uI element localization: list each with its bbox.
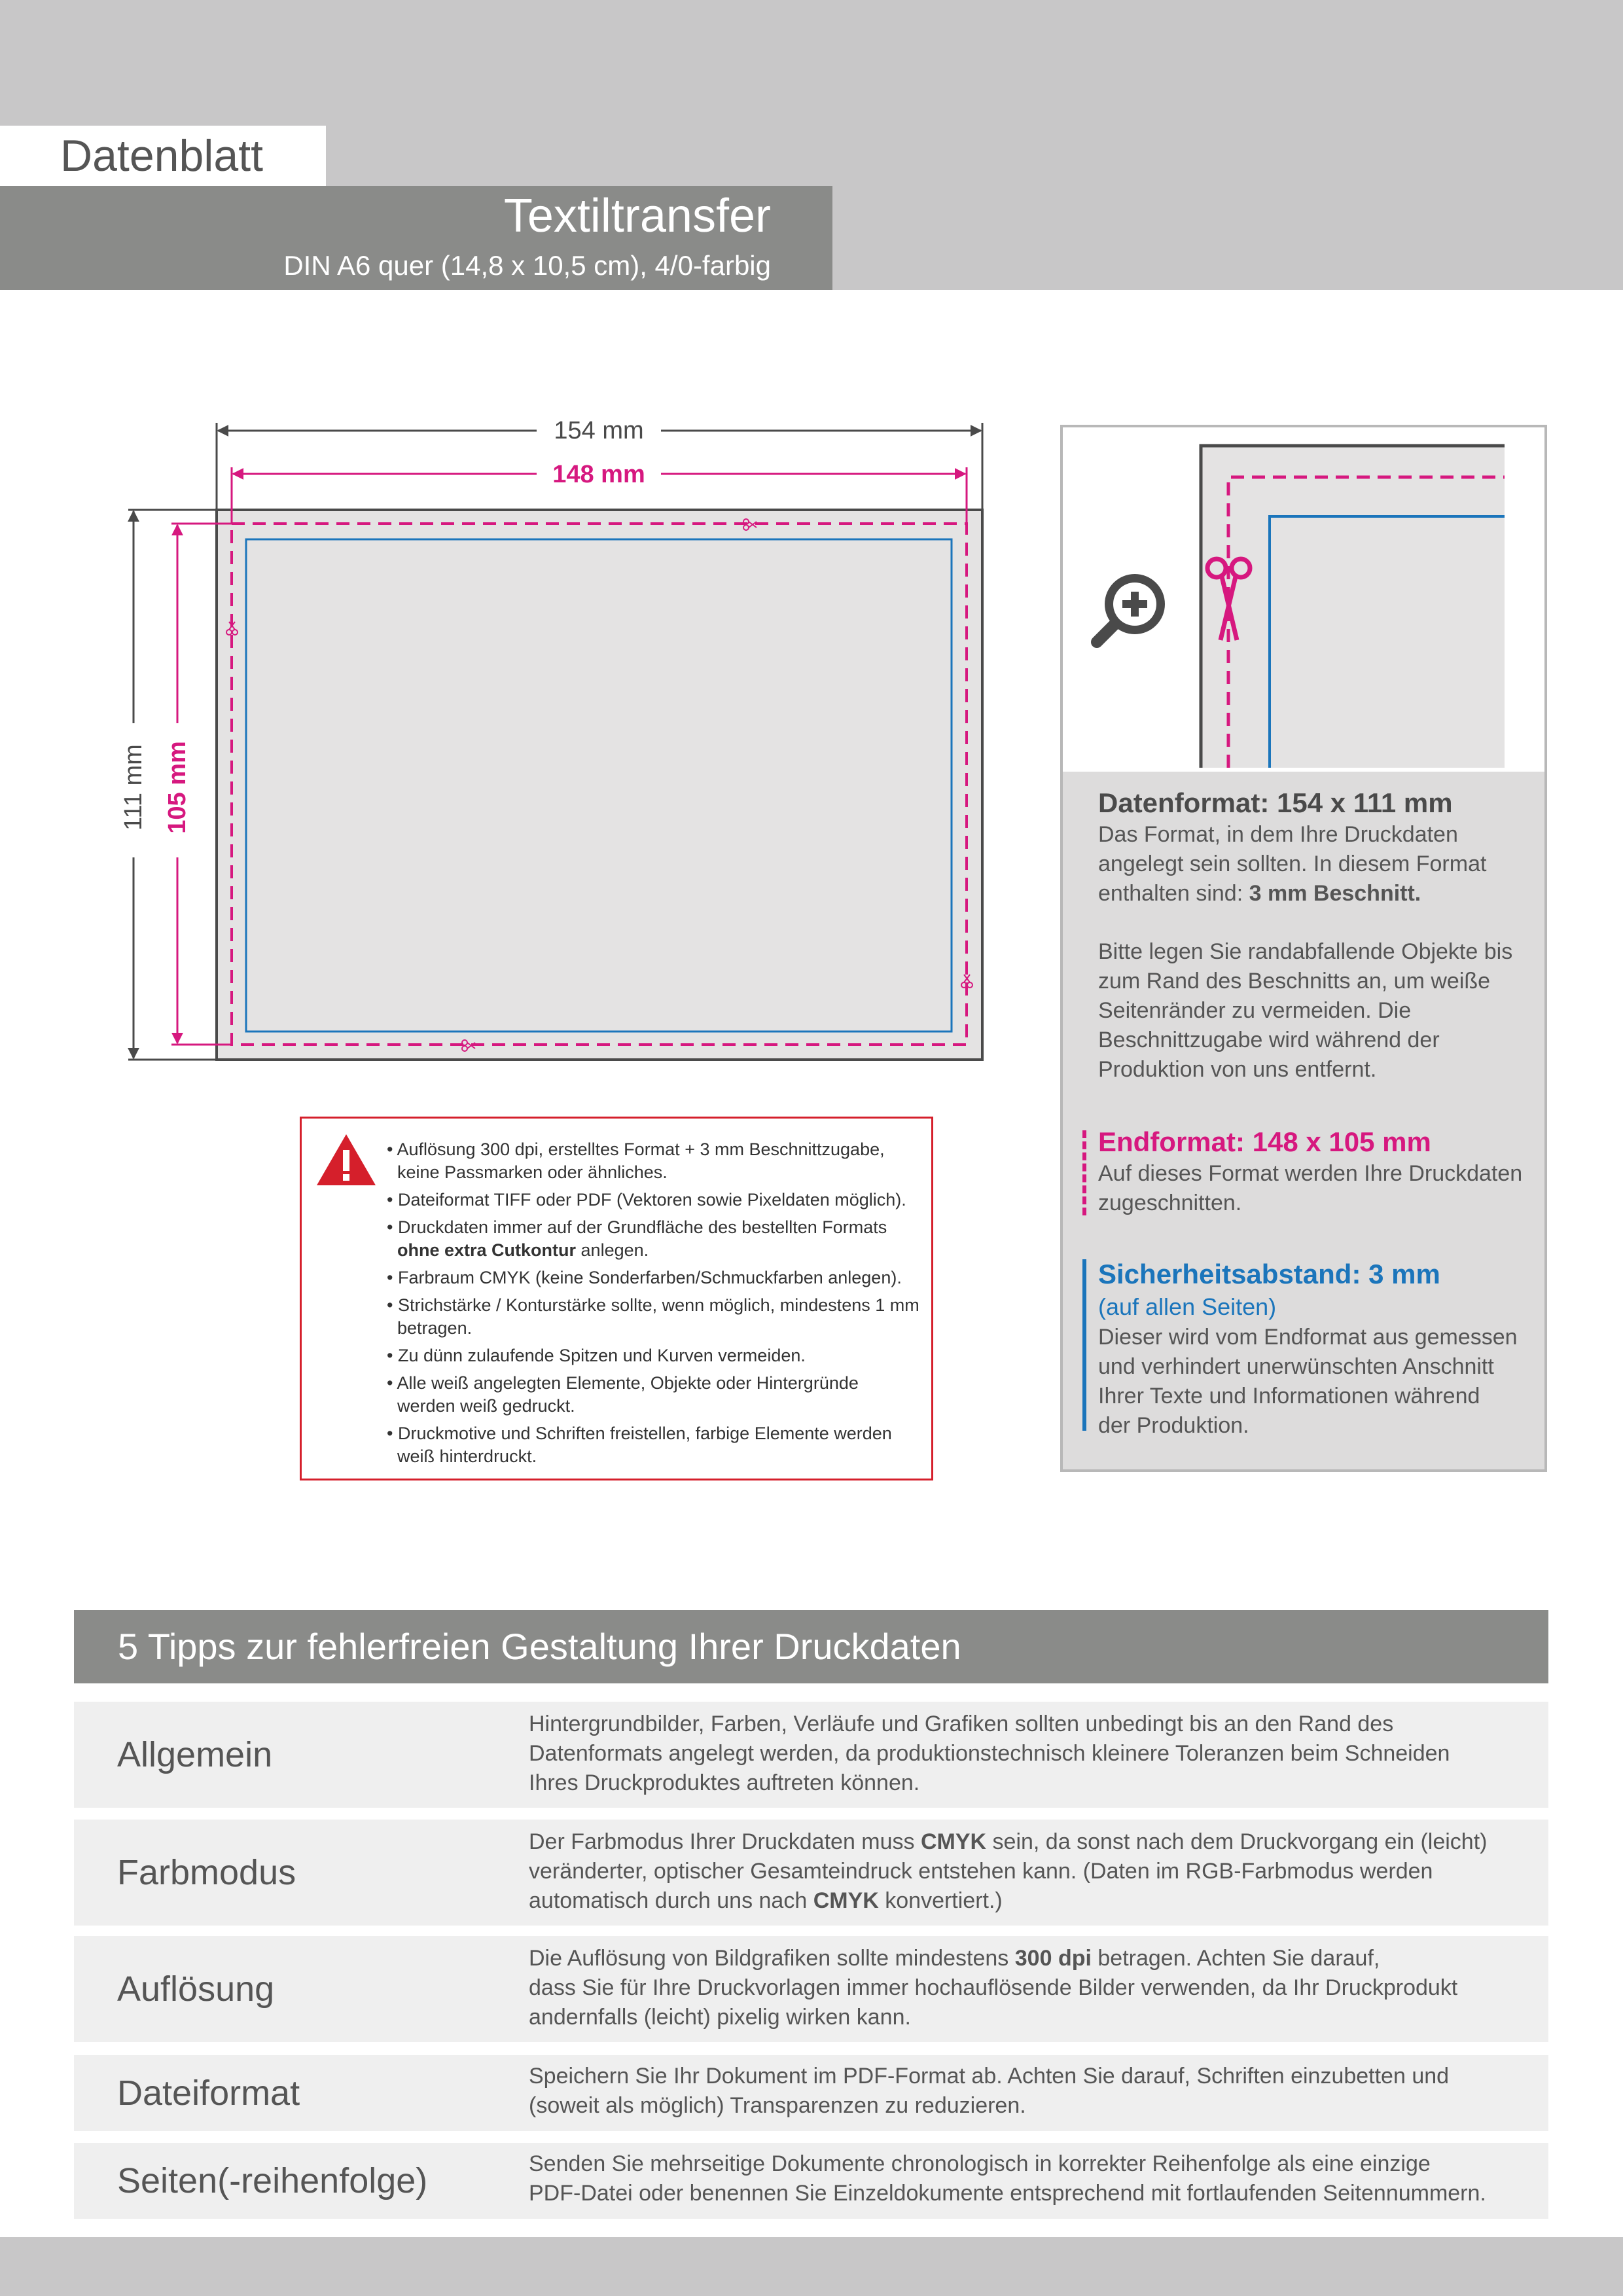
tip-line: Der Farbmodus Ihrer Druckdaten muss CMYK sein, da sonst nach dem Druckvorgang ein (leicht) xyxy=(529,1829,1488,1854)
tip-line: Ihres Druckproduktes auftreten können. xyxy=(529,1770,920,1795)
tip-label: Auflösung xyxy=(117,1969,275,2009)
height-inner-label: 105 mm xyxy=(164,741,191,834)
warning-item: • Zu dünn zulaufende Spitzen und Kurven vermeiden. xyxy=(387,1346,806,1365)
tip-line: dass Sie für Ihre Druckvorlagen immer hochauflösende Bilder verwenden, da Ihr Druckprodukt xyxy=(529,1975,1458,2000)
warning-item: • Alle weiß angelegten Elemente, Objekte oder Hintergründe werden weiß gedruckt. xyxy=(387,1373,859,1416)
width-inner-label: 148 mm xyxy=(552,461,645,488)
width-outer-label: 154 mm xyxy=(554,417,644,444)
sicherheit-text: Dieser wird vom Endformat aus gemessen und verhindert unerwünschten Anschnitt Ihrer Texte und Informationen während der Produktion. xyxy=(1098,1325,1518,1438)
tip-row-allgemein xyxy=(74,1702,1548,1808)
datenblatt-label: Datenblatt xyxy=(60,131,263,181)
tip-line: andernfalls (leicht) pixelig wirken kann. xyxy=(529,2005,911,2030)
tip-line: veränderter, optischer Gesamteindruck entstehen kann. (Daten im RGB-Farbmodus werden xyxy=(529,1859,1433,1884)
tip-row-dateiformat xyxy=(74,2055,1548,2131)
warning-list xyxy=(387,1138,923,1473)
datenformat-title: Datenformat: 154 x 111 mm xyxy=(1098,787,1453,818)
sicherheit-title: Sicherheitsabstand: 3 mm xyxy=(1098,1259,1440,1289)
sicherheit-marker xyxy=(1082,1259,1086,1431)
tip-line: automatisch durch uns nach CMYK konvertiert.) xyxy=(529,1888,1003,1913)
tip-row-aufloesung xyxy=(74,1936,1548,2042)
info-text-panel xyxy=(1063,772,1544,1469)
warning-item: • Druckmotive und Schriften freistellen, farbige Elemente werden weiß hinterdruckt. xyxy=(387,1424,892,1466)
tip-line: Senden Sie mehrseitige Dokumente chronologisch in korrekter Reihenfolge als eine einzige xyxy=(529,2151,1431,2176)
product-subtitle: DIN A6 quer (14,8 x 10,5 cm), 4/0-farbig xyxy=(283,250,771,281)
warning-item: • Farbraum CMYK (keine Sonderfarben/Schmuckfarben anlegen). xyxy=(387,1268,902,1287)
tip-row-seiten xyxy=(74,2143,1548,2219)
warning-item: • Auflösung 300 dpi, erstelltes Format + 3 mm Beschnittzugabe, keine Passmarken oder ähnliches. xyxy=(387,1139,885,1182)
tip-text xyxy=(529,2149,1524,2208)
product-title: Textiltransfer xyxy=(503,190,771,242)
tip-text xyxy=(529,1944,1524,2032)
warning-box xyxy=(300,1117,933,1480)
tip-label: Farbmodus xyxy=(117,1853,296,1892)
sicherheit-subtitle: (auf allen Seiten) xyxy=(1098,1293,1277,1320)
tip-row-farbmodus xyxy=(74,1820,1548,1926)
warning-item: • Dateiformat TIFF oder PDF (Vektoren sowie Pixeldaten möglich). xyxy=(387,1190,906,1210)
tip-line: (soweit als möglich) Transparenzen zu reduzieren. xyxy=(529,2093,1026,2118)
endformat-text: Auf dieses Format werden Ihre Druckdaten zugeschnitten. xyxy=(1098,1161,1523,1215)
endformat-title: Endformat: 148 x 105 mm xyxy=(1098,1126,1431,1157)
tip-text xyxy=(529,1827,1524,1916)
warning-item: • Druckdaten immer auf der Grundfläche des bestellten Formats ohne extra Cutkontur anlegen. xyxy=(387,1217,887,1260)
height-outer-label: 111 mm xyxy=(120,744,147,831)
warning-item: • Strichstärke / Konturstärke sollte, wenn möglich, mindestens 1 mm betragen. xyxy=(387,1295,919,1338)
tip-line: Speichern Sie Ihr Dokument im PDF-Format ab. Achten Sie darauf, Schriften einzubetten und xyxy=(529,2064,1450,2089)
warning-icon xyxy=(315,1132,378,1188)
tip-text xyxy=(529,2062,1524,2121)
datenformat-rect xyxy=(217,510,982,1060)
tip-line: Die Auflösung von Bildgrafiken sollte mindestens 300 dpi betragen. Achten Sie darauf, xyxy=(529,1946,1380,1971)
tip-line: PDF-Datei oder benennen Sie Einzeldokumente entsprechend mit fortlaufenden Seitennummern. xyxy=(529,2181,1486,2206)
tip-label: Dateiformat xyxy=(117,2073,300,2113)
tips-title: 5 Tipps zur fehlerfreien Gestaltung Ihrer Druckdaten xyxy=(118,1626,961,1667)
datenformat-text-2: Bitte legen Sie randabfallende Objekte bis zum Rand des Beschnitts an, um weiße Seitenränder zu vermeiden. Die Beschnittzugabe wird während der Produktion von uns entfernt. xyxy=(1098,939,1513,1082)
tip-label: Allgemein xyxy=(117,1735,273,1774)
tip-line: Hintergrundbilder, Farben, Verläufe und Grafiken sollten unbedingt bis an den Rand des xyxy=(529,1712,1394,1736)
zoom-detail xyxy=(1063,427,1544,772)
tip-line: Datenformats angelegt werden, da produktionstechnisch kleinere Toleranzen beim Schneiden xyxy=(529,1741,1450,1766)
tip-text xyxy=(529,1710,1524,1798)
format-diagram xyxy=(0,393,1021,1086)
endformat-marker xyxy=(1082,1130,1086,1215)
magnifier-plus-icon xyxy=(1097,574,1165,642)
datenformat-text: Das Format, in dem Ihre Druckdaten angelegt sein sollten. In diesem Format enthalten sind: 3 mm Beschnitt. xyxy=(1098,822,1487,906)
footer-band xyxy=(0,2237,1623,2296)
tip-label: Seiten(-reihenfolge) xyxy=(117,2161,428,2200)
